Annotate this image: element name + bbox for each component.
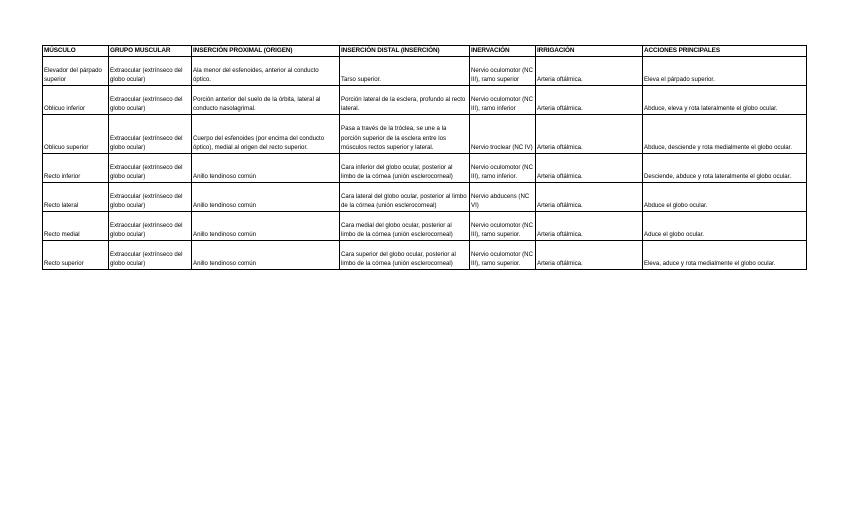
cell-insercion-proximal[interactable]: Anillo tendinoso común <box>192 154 340 183</box>
cell-grupo-muscular[interactable]: Extraocular (extrínseco del globo ocular) <box>109 115 192 154</box>
cell-insercion-distal[interactable]: Cara medial del globo ocular, posterior al limbo de la córnea (unión esclerocorneal) <box>340 212 470 241</box>
cell-acciones[interactable]: Eleva, aduce y rota medialmente el globo ocular. <box>643 241 807 270</box>
cell-acciones[interactable]: Desciende, abduce y rota lateralmente el globo ocular. <box>643 154 807 183</box>
cell-musculo[interactable]: Oblicuo superior <box>43 115 109 154</box>
cell-acciones[interactable]: Eleva el párpado superior. <box>643 57 807 86</box>
cell-insercion-proximal[interactable]: Cuerpo del esfenoides (por encima del conducto óptico), medial al origen del recto superior. <box>192 115 340 154</box>
cell-inervacion[interactable]: Nervio troclear (NC IV) <box>470 115 536 154</box>
cell-acciones[interactable]: Abduce el globo ocular. <box>643 183 807 212</box>
table-row <box>43 212 807 241</box>
cell-inervacion[interactable]: Nervio oculomotor (NC III), ramo inferior <box>470 86 536 115</box>
spreadsheet-sheet <box>42 45 807 270</box>
cell-inervacion[interactable]: Nervio abducens (NC VI) <box>470 183 536 212</box>
cell-inervacion[interactable]: Nervio oculomotor (NC III), ramo superior <box>470 57 536 86</box>
cell-musculo[interactable]: Recto medial <box>43 212 109 241</box>
cell-grupo-muscular[interactable]: Extraocular (extrínseco del globo ocular) <box>109 183 192 212</box>
cell-insercion-proximal[interactable]: Anillo tendinoso común <box>192 241 340 270</box>
cell-irrigacion[interactable]: Arteria oftálmica. <box>536 154 643 183</box>
extraocular-muscles-table <box>42 45 807 270</box>
cell-grupo-muscular[interactable]: Extraocular (extrínseco del globo ocular) <box>109 154 192 183</box>
cell-acciones[interactable]: Abduce, eleva y rota lateralmente el globo ocular. <box>643 86 807 115</box>
cell-insercion-proximal[interactable]: Anillo tendinoso común <box>192 212 340 241</box>
header-musculo[interactable]: MÚSCULO <box>43 46 109 57</box>
header-irrigacion[interactable]: IRRIGACIÓN <box>536 46 643 57</box>
header-insercion-proximal[interactable]: INSERCIÓN PROXIMAL (ORIGEN) <box>192 46 340 57</box>
cell-grupo-muscular[interactable]: Extraocular (extrínseco del globo ocular) <box>109 57 192 86</box>
cell-insercion-distal[interactable]: Cara superior del globo ocular, posterior al limbo de la córnea (unión esclerocorneal) <box>340 241 470 270</box>
cell-insercion-distal[interactable]: Cara inferior del globo ocular, posterior al limbo de la córnea (unión esclerocorneal) <box>340 154 470 183</box>
cell-irrigacion[interactable]: Arteria oftálmica. <box>536 183 643 212</box>
table-row <box>43 183 807 212</box>
table-row <box>43 241 807 270</box>
cell-acciones[interactable]: Aduce el globo ocular. <box>643 212 807 241</box>
cell-insercion-proximal[interactable]: Porción anterior del suelo de la órbita, lateral al conducto nasolagrimal. <box>192 86 340 115</box>
table-row <box>43 115 807 154</box>
cell-grupo-muscular[interactable]: Extraocular (extrínseco del globo ocular) <box>109 86 192 115</box>
cell-grupo-muscular[interactable]: Extraocular (extrínseco del globo ocular) <box>109 212 192 241</box>
cell-acciones[interactable]: Abduce, desciende y rota medialmente el globo ocular. <box>643 115 807 154</box>
cell-musculo[interactable]: Recto lateral <box>43 183 109 212</box>
table-row <box>43 154 807 183</box>
cell-irrigacion[interactable]: Arteria oftálmica. <box>536 212 643 241</box>
cell-musculo[interactable]: Recto superior <box>43 241 109 270</box>
cell-grupo-muscular[interactable]: Extraocular (extrínseco del globo ocular) <box>109 241 192 270</box>
cell-insercion-proximal[interactable]: Anillo tendinoso común <box>192 183 340 212</box>
cell-inervacion[interactable]: Nervio oculomotor (NC III), ramo superior. <box>470 241 536 270</box>
header-inervacion[interactable]: INERVACIÓN <box>470 46 536 57</box>
cell-insercion-distal[interactable]: Porción lateral de la esclera, profundo al recto lateral. <box>340 86 470 115</box>
cell-irrigacion[interactable]: Arteria oftálmica. <box>536 57 643 86</box>
table-header-row <box>43 46 807 57</box>
cell-irrigacion[interactable]: Arteria oftálmica. <box>536 115 643 154</box>
header-insercion-distal[interactable]: INSERCIÓN DISTAL (INSERCIÓN) <box>340 46 470 57</box>
cell-musculo[interactable]: Elevador del párpado superior <box>43 57 109 86</box>
cell-irrigacion[interactable]: Arteria oftálmica. <box>536 241 643 270</box>
cell-inervacion[interactable]: Nervio oculomotor (NC III), ramo inferior. <box>470 154 536 183</box>
table-row <box>43 57 807 86</box>
cell-insercion-distal[interactable]: Pasa a través de la tróclea, se une a la porción superior de la esclera entre los músculos rectos superior y lateral. <box>340 115 470 154</box>
cell-irrigacion[interactable]: Arteria oftálmica. <box>536 86 643 115</box>
cell-musculo[interactable]: Recto inferior <box>43 154 109 183</box>
cell-insercion-proximal[interactable]: Ala menor del esfenoides, anterior al conducto óptico. <box>192 57 340 86</box>
cell-insercion-distal[interactable]: Cara lateral del globo ocular, posterior al limbo de la córnea (unión esclerocorneal) <box>340 183 470 212</box>
header-acciones-principales[interactable]: ACCIONES PRINCIPALES <box>643 46 807 57</box>
header-grupo-muscular[interactable]: GRUPO MUSCULAR <box>109 46 192 57</box>
cell-insercion-distal[interactable]: Tarso superior. <box>340 57 470 86</box>
table-row <box>43 86 807 115</box>
cell-inervacion[interactable]: Nervio oculomotor (NC III), ramo superior. <box>470 212 536 241</box>
cell-musculo[interactable]: Oblicuo inferior <box>43 86 109 115</box>
